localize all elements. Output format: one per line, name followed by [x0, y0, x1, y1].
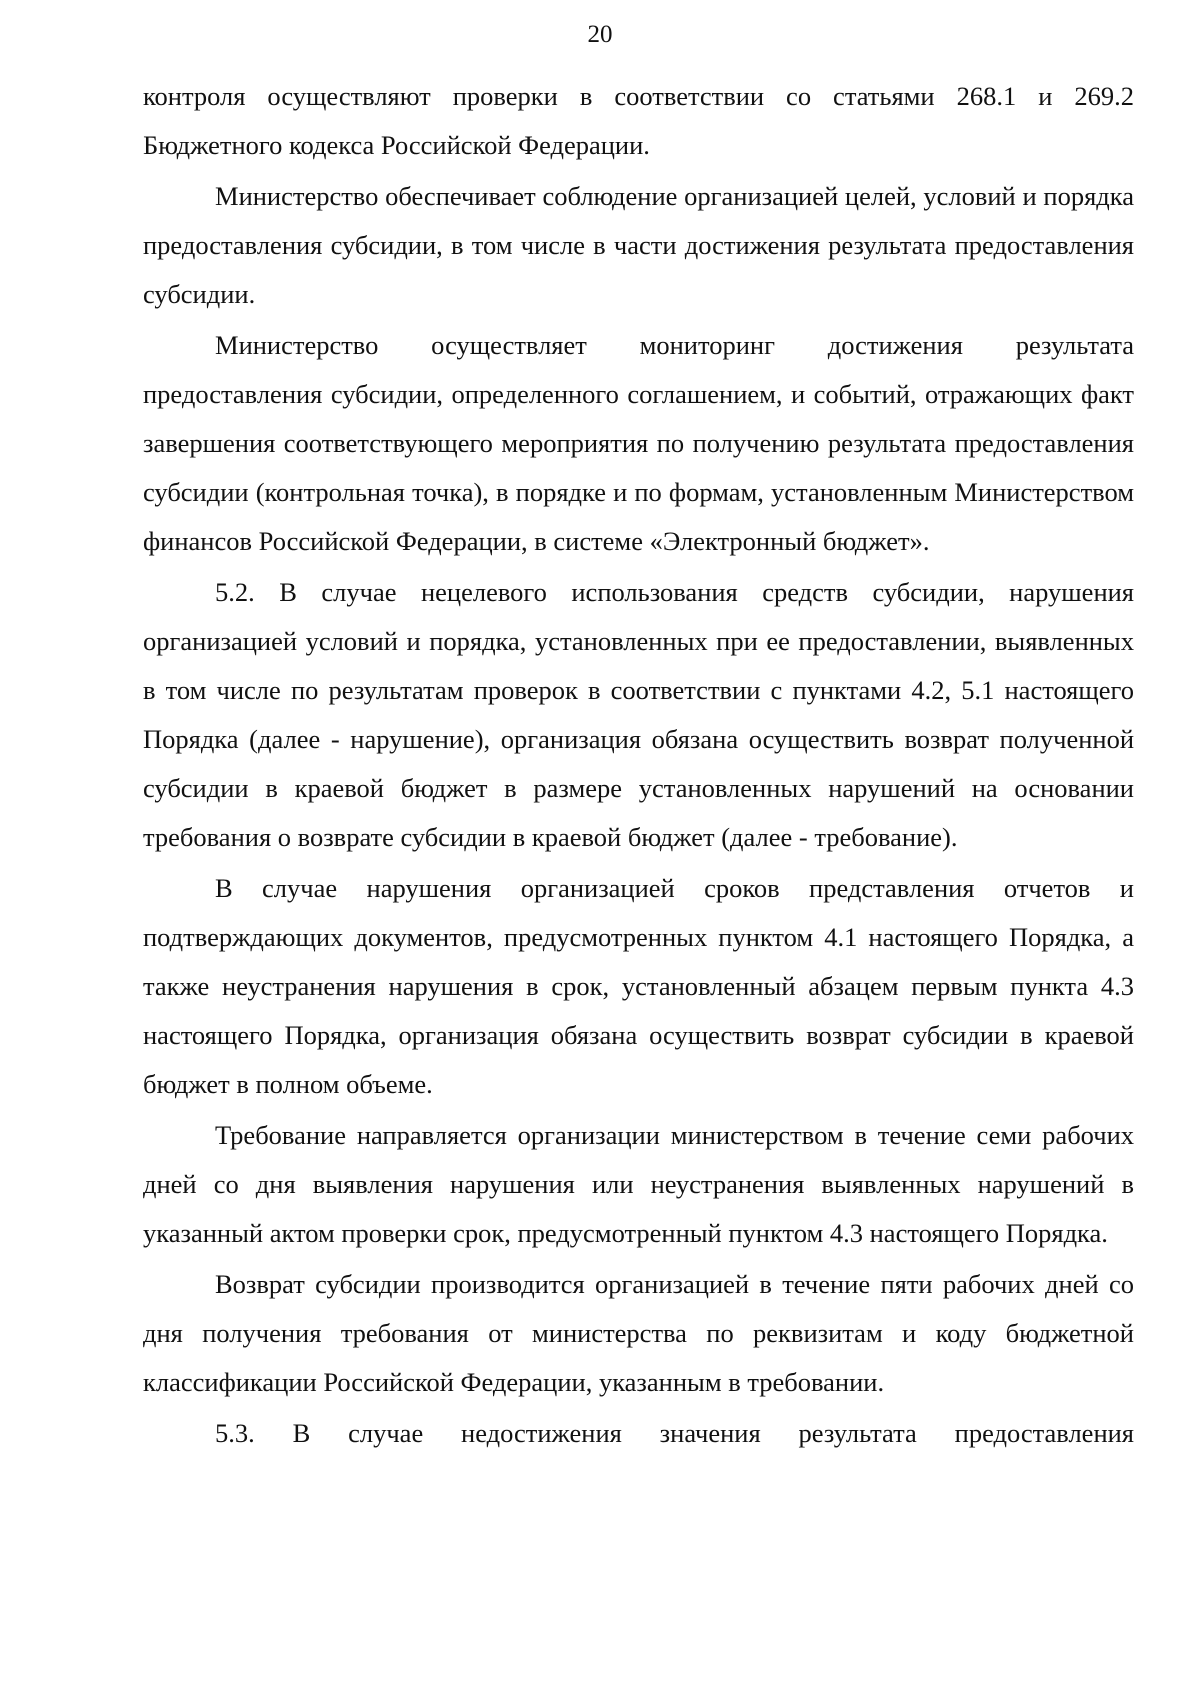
paragraph-requirement-sent: Требование направляется организации министерством в течение семи рабочих дней со дня выявления нарушения или неустранения выявленных нарушений в указанный актом проверки срок, предусмотренный пунктом 4.3 настоящего Порядка. [143, 1120, 1134, 1248]
paragraph-reports-deadline: В случае нарушения организацией сроков представления отчетов и подтверждающих документов, предусмотренных пунктом 4.1 настоящего Порядка, а также неустранения нарушения в срок, установленный абзацем первым пункта 4.3 настоящего Порядка, организация обязана осуществить возврат субсидии в краевой бюджет в полном объеме. [143, 873, 1134, 1099]
paragraph-ministry-ensures: Министерство обеспечивает соблюдение организацией целей, условий и порядка предоставления субсидии, в том числе в части достижения результата предоставления субсидии. [143, 181, 1134, 309]
paragraph-continuation: контроля осуществляют проверки в соответствии со статьями 268.1 и 269.2 Бюджетного кодекса Российской Федерации. [143, 81, 1134, 160]
paragraph-return-made: Возврат субсидии производится организацией в течение пяти рабочих дней со дня получения требования от министерства по реквизитам и коду бюджетной классификации Российской Федерации, указанным в требовании. [143, 1269, 1134, 1397]
page-number: 20 [587, 21, 613, 48]
paragraph-5-3: 5.3. В случае недостижения значения результата предоставления [215, 1418, 1134, 1448]
paragraph-ministry-monitoring: Министерство осуществляет мониторинг достижения результата предоставления субсидии, определенного соглашением, и событий, отражающих факт завершения соответствующего мероприятия по получению результата предоставления субсидии (контрольная точка), в порядке и по формам, установленным Министерством финансов Российской Федерации, в системе «Электронный бюджет». [143, 330, 1134, 556]
paragraph-5-2: 5.2. В случае нецелевого использования средств субсидии, нарушения организацией условий и порядка, установленных при ее предоставлении, выявленных в том числе по результатам проверок в соответствии с пунктами 4.2, 5.1 настоящего Порядка (далее - нарушение), организация обязана осуществить возврат полученной субсидии в краевой бюджет в размере установленных нарушений на основании требования о возврате субсидии в краевой бюджет (далее - требование). [143, 577, 1134, 852]
document-body [143, 72, 1134, 1458]
